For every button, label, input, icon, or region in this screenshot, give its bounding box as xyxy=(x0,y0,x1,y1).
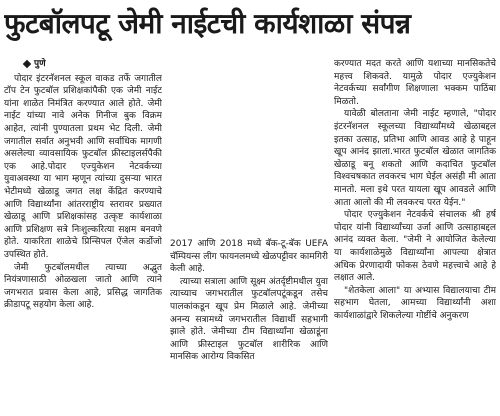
column-2-paragraph-2: त्याच्या सत्राला आणि सूक्ष्म अंतर्दृष्टीमधील युवा त्याच्याच जगभरातील फुटबॉलपटूंकडून तसेच पालकांकडून खूप प्रेम मिळाले आहे. जेमीच्या अनन्य सत्रामध्ये जगभरातील विद्यार्थी सहभागी झाले होते. जेमीच्या टीम विद्यार्थ्यांना खेळाडूंना आणि फ्रीस्टाइल फुटबॉल शारीरिक आणि मानसिक आरोग्य विकसित xyxy=(170,276,328,363)
column-3-paragraph-4: "शेतकेला आला" या अभ्यास विद्यालयाचा टीम सहभाग घेतला, आमच्या विद्यार्थ्यांनी अशा कार्यशाळांद्वारे शिकलेल्या गोष्टींचे अनुकरण xyxy=(334,285,496,321)
article-column-3 xyxy=(334,58,496,414)
article-image-blank xyxy=(170,58,328,232)
column-2-paragraph-1: 2017 आणि 2018 मध्ये बॅक-टू-बॅक UEFA चॅम्पियन्स लीग फायनलमध्ये खेळपट्टीवर कामगिरी केली आहे. xyxy=(170,239,328,275)
article-column-1 xyxy=(4,58,162,414)
column-3-paragraph-3: पोदार एज्युकेशन नेटवर्कचे संचालक श्री हर्ष पोदार यांनी विद्यार्थ्यांच्या उर्जा आणि उत्साहाबद्दल आनंद व्यक्त केला. "जेमी ने आयोजित केलेल्या या कार्यशाळेमुळे विद्यार्थ्यांना आपल्या क्षेत्रात अधिक प्रेरणादायी फोकस ठेवणे महत्त्वाचे आहे हे लक्षात आले. xyxy=(334,210,496,284)
article-column-2 xyxy=(170,238,328,414)
article-headline: फुटबॉलपटू जेमी नाईटची कार्यशाळा संपन्न xyxy=(4,7,411,40)
dateline xyxy=(4,58,162,71)
bullet-icon xyxy=(23,60,31,68)
column-1-paragraph-2: जेमी फुटबॉलमधील त्याच्या अद्भुत नियंत्रणासाठी ओळखला जातो आणि त्याने जगभरात प्रवास केला आहे, प्रसिद्ध जागतिक क्रीडापटू सहयोग केला आहे. xyxy=(4,262,162,311)
column-3-paragraph-1: करण्यात मदत करते आणि यशाच्या मानसिकतेचे महत्त्व शिकवते. यामुळे पोदार एज्युकेशन नेटवर्कच्या सर्वांगीण शिक्षणाला भक्कम पाठिंबा मिळतो. xyxy=(334,59,496,107)
column-3-paragraph-2: यावेळी बोलताना जेमी नाईट म्हणाले, "पोदार इंटरनॅशनल स्कूलच्या विद्यार्थ्यांमध्ये खेळाबद्दल इतका उत्साह, प्रतिभा आणि आवड आहे हे पाहून खूप आनंद झाला.भारत फुटबॉल खेळात जागतिक खेळाडू बनू शकतो आणि कदाचित फुटबॉल विश्वचषकात लवकरच भाग घेईल असंही मी आता मानतो. मला इथे परत यायला खूप आवडले आणि आता आलो की मी लवकरच परत येईन." xyxy=(334,109,496,208)
column-1-paragraph-1: पोदार इंटरनॅशनल स्कूल वाकड तर्फे जगातील टॉप टेन फुटबॉल प्रशिक्षकांपैकी एक जेमी नाईट यांना शाळेत निमंत्रित करण्यात आले होते. जेमी नाईट यांच्या नावे अनेक गिनीज बुक विक्रम आहेत, त्यांनी पुण्यातला प्रथम भेट दिली. जेमी जगातील सर्वात अनुभवी आणि सर्वाधिक मागणी असलेल्या व्यावसायिक फुटबॉल फ्रीस्टाइलर्सपैकी एक आहे.पोदार एज्युकेशन नेटवर्कच्या युवाअवस्था या भाग म्हणून त्यांच्या दुसऱ्या भारत भेटीमध्ये खेळाडू जगत लक्ष केंद्रित करण्याचे आणि विद्यार्थ्यांना आंतरराष्ट्रीय स्तरावर प्रख्यात खेळाडू आणि प्रशिक्षकांसह उत्कृष्ट कार्यशाळा आणि प्रशिक्षण सत्रे निःशुल्करित्या सक्षम बनवणे होते. याकरिता शाळेचे प्रिन्सिपल ऐंजेल कर्डोजो उपस्थित होते. xyxy=(4,73,162,260)
dateline-city: पुणे xyxy=(34,59,46,69)
